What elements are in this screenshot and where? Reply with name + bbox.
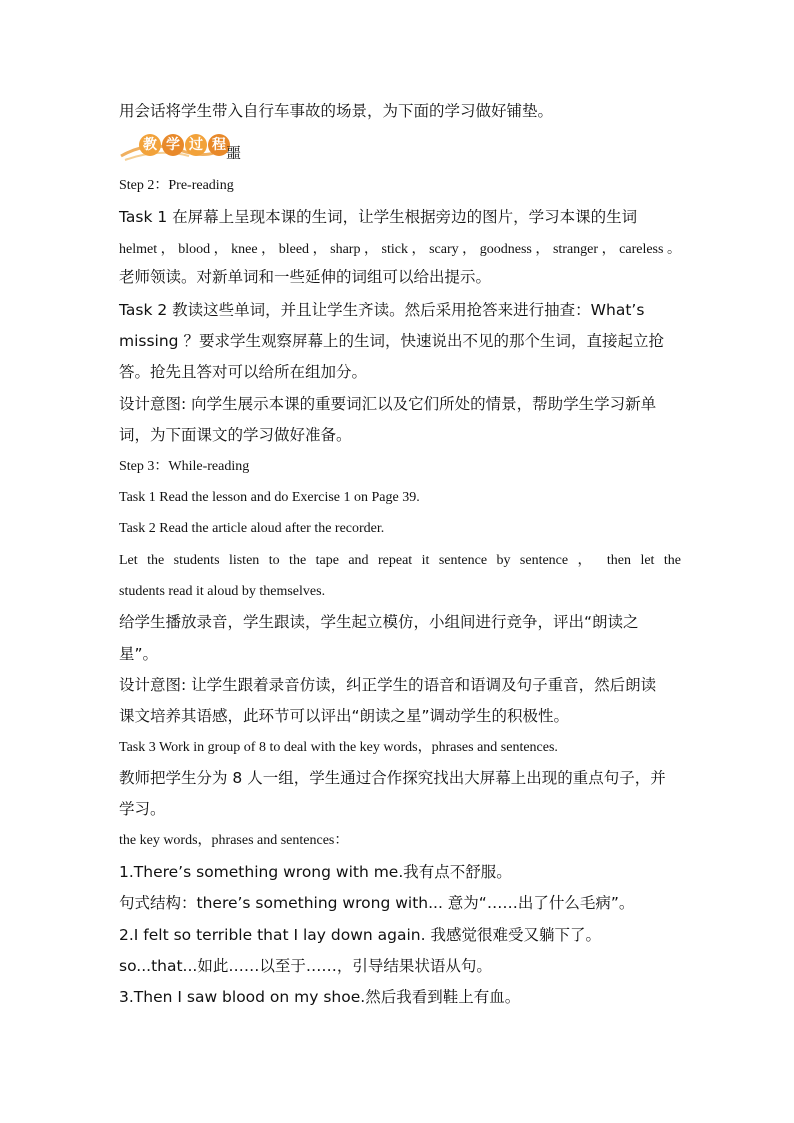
header-title xyxy=(139,134,230,156)
header-char: 教 xyxy=(139,134,161,156)
task2-line-1: Task 2 教读这些单词，并且让学生齐读。然后采用抢答来进行抽查：What’s xyxy=(119,301,645,319)
sentence-structure-2: so...that...如此……以至于……，引导结果状语从句。 xyxy=(119,957,492,975)
step3-heading: Step 3：While-reading xyxy=(119,459,250,474)
while-reading-task1: Task 1 Read the lesson and do Exercise 1 on Page 39. xyxy=(119,490,420,505)
while-reading-task2-en-line-1: Let the students listen to the tape and repeat it sentence by sentence ， then let the xyxy=(119,553,681,568)
while-reading-task2: Task 2 Read the article aloud after the recorder. xyxy=(119,521,385,536)
book-icon: 噩 xyxy=(226,144,242,162)
design-intent-1-line-1: 设计意图: 向学生展示本课的重要词汇以及它们所处的情景，帮助学生学习新单 xyxy=(119,395,657,413)
design-intent-2-line-1: 设计意图: 让学生跟着录音仿读，纠正学生的语音和语调及句子重音，然后朗读 xyxy=(119,676,657,694)
while-reading-task2-cn-line-1: 给学生播放录音，学生跟读，学生起立模仿，小组间进行竞争，评出“朗读之 xyxy=(119,613,639,631)
key-words-heading: the key words，phrases and sentences： xyxy=(119,833,349,848)
while-reading-task3: Task 3 Work in group of 8 to deal with the key words，phrases and sentences. xyxy=(119,740,558,755)
design-intent-2-line-2: 课文培养其语感，此环节可以评出“朗读之星”调动学生的积极性。 xyxy=(119,707,570,725)
key-sentence-2: 2.I felt so terrible that I lay down again. 我感觉很难受又躺下了。 xyxy=(119,926,601,944)
key-sentence-1: 1.There’s something wrong with me.我有点不舒服。 xyxy=(119,863,512,881)
sentence-structure-1: 句式结构：there’s something wrong with... 意为“……出了什么毛病”。 xyxy=(119,894,635,912)
design-intent-1-line-2: 词，为下面课文的学习做好准备。 xyxy=(119,426,352,444)
while-reading-task3-cn-line-2: 学习。 xyxy=(119,800,166,818)
header-char: 学 xyxy=(162,134,184,156)
while-reading-task2-en-line-2: students read it aloud by themselves. xyxy=(119,584,326,599)
step2-heading: Step 2：Pre-reading xyxy=(119,178,234,193)
header-char: 过 xyxy=(185,134,207,156)
section-header-teaching-process xyxy=(119,130,249,166)
while-reading-task3-cn-line-1: 教师把学生分为 8 人一组，学生通过合作探究找出大屏幕上出现的重点句子，并 xyxy=(119,769,666,787)
intro-line: 用会话将学生带入自行车事故的场景，为下面的学习做好铺垫。 xyxy=(119,102,554,120)
task1-text: Task 1 在屏幕上呈现本课的生词，让学生根据旁边的图片，学习本课的生词 xyxy=(119,208,638,226)
task1-word-list: helmet，blood，knee，bleed，sharp，stick，scary，goodness，stranger，careless。 xyxy=(119,242,681,257)
key-sentence-3: 3.Then I saw blood on my shoe.然后我看到鞋上有血。 xyxy=(119,988,521,1006)
task2-line-3: 答。抢先且答对可以给所在组加分。 xyxy=(119,363,368,381)
while-reading-task2-cn-line-2: 星”。 xyxy=(119,645,159,663)
task2-line-2: missing ？要求学生观察屏幕上的生词，快速说出不见的那个生词，直接起立抢 xyxy=(119,332,664,350)
task1-note: 老师领读。对新单词和一些延伸的词组可以给出提示。 xyxy=(119,268,492,286)
header-char: 程 xyxy=(208,134,230,156)
